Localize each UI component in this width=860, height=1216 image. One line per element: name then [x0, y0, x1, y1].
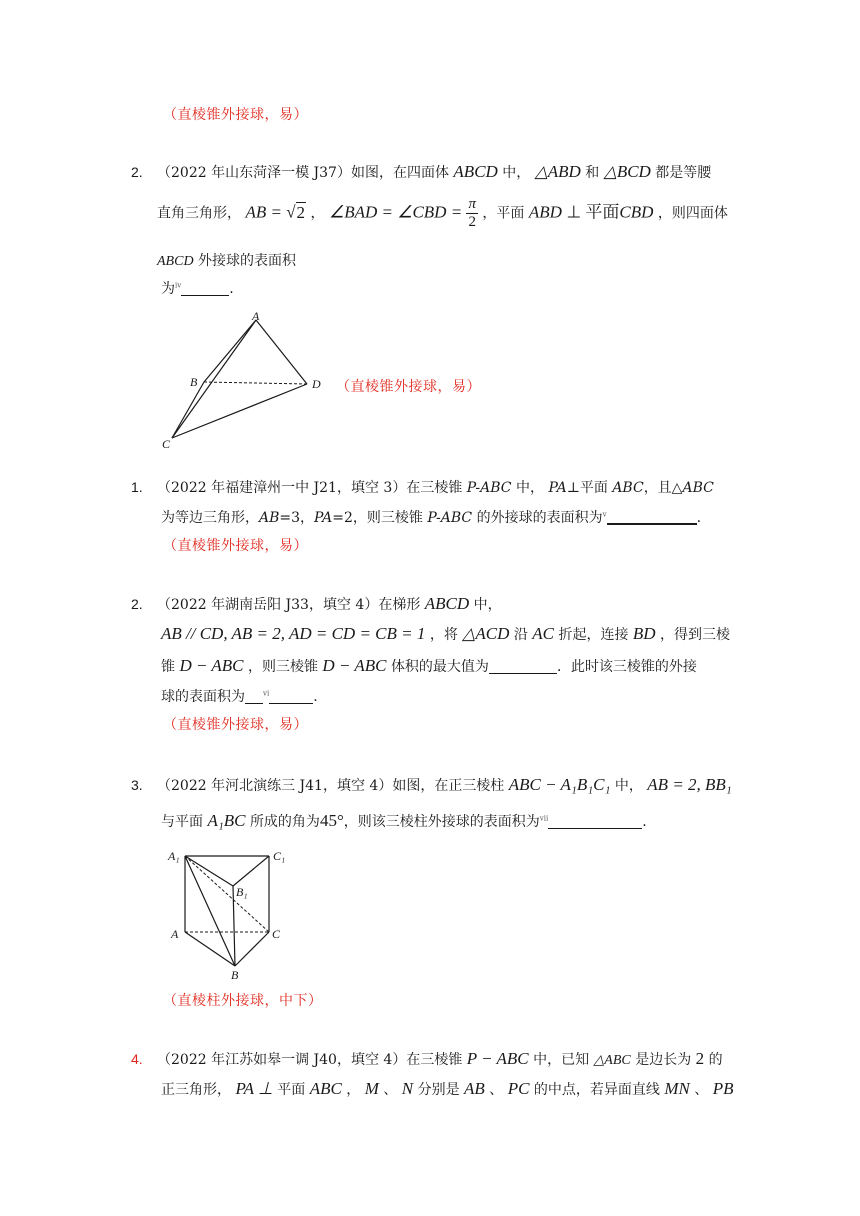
question-line	[157, 775, 732, 795]
math: ABC − A₁B₁C₁	[508, 775, 611, 794]
vertex-label: A	[171, 927, 179, 941]
text: .	[229, 281, 234, 297]
math: AC	[532, 624, 554, 643]
vertex-label: B₁	[236, 885, 248, 899]
vertex-label: D	[312, 377, 321, 391]
text: 正三角形，	[161, 1082, 231, 1098]
text: .	[642, 814, 647, 830]
text: 沿	[513, 627, 528, 643]
text: 、	[383, 1082, 398, 1098]
text: 为	[161, 281, 175, 297]
question-number: 2.	[131, 596, 143, 612]
question-number: 1.	[131, 479, 143, 495]
math: P-ABC	[427, 510, 473, 526]
answer-blank	[245, 689, 263, 704]
difficulty-note: （直棱锥外接球，易）	[163, 538, 308, 554]
answer-blank	[548, 814, 642, 829]
question-line: 为等边三角形，AB=3，PA=2，则三棱锥 P-ABC 的外接球的表面积为$^v$ .	[161, 510, 702, 526]
text: 体积的最大值为	[390, 659, 489, 675]
question-line	[157, 477, 714, 497]
math: AB // CD, AB = 2, AD = CD = CB = 1	[161, 624, 426, 643]
math: ABC	[612, 480, 644, 496]
math: 45°	[319, 811, 344, 830]
math: AB = 2, BB₁	[647, 775, 732, 794]
text: 所成的角为	[249, 814, 320, 830]
answer-blank	[489, 659, 557, 674]
tetrahedron-figure	[160, 310, 330, 450]
text: 分别是	[417, 1082, 460, 1098]
text: 中，	[473, 597, 502, 613]
text: ，	[310, 205, 325, 222]
math: D − ABC	[179, 656, 244, 675]
text: （2022 年福建漳州一中 J21，填空 3）在三棱锥	[157, 480, 463, 496]
math: AB =	[245, 202, 287, 222]
math: △ABC	[593, 1053, 631, 1068]
math: ABCD	[157, 254, 194, 269]
question-line	[161, 1079, 734, 1099]
text: ，则该三棱柱外接球的表面积为	[343, 814, 540, 830]
text: 中，	[502, 165, 531, 181]
text: 与平面	[161, 814, 203, 830]
fraction: $\frac{\pi}{2}$	[468, 196, 476, 230]
sqrt: √2	[286, 202, 306, 222]
math: ⊥ 平面	[566, 202, 620, 222]
math: △ABD	[534, 162, 581, 181]
math: PA	[314, 510, 333, 526]
text: 外接球的表面积	[198, 253, 297, 269]
question-number: 3.	[131, 777, 143, 793]
text: 、	[489, 1082, 504, 1098]
math: PA	[548, 480, 567, 496]
text: 直角三角形，	[157, 205, 241, 222]
text: 中，	[515, 480, 544, 496]
text: 中，	[614, 778, 643, 794]
text: 和	[585, 165, 600, 181]
question-number: 2.	[131, 164, 143, 180]
math: CBD	[619, 202, 654, 222]
math: M	[364, 1079, 379, 1098]
text: （2022 年湖南岳阳 J33，填空 4）在梯形	[157, 597, 421, 613]
text: ，将	[429, 627, 458, 643]
question-line	[161, 624, 730, 644]
text: （2022 年河北演练三 J41，填空 4）如图，在正三棱柱	[157, 778, 505, 794]
math: P-ABC	[466, 480, 512, 496]
text: （2022 年江苏如皋一调 J40，填空 4）在三棱锥	[157, 1052, 463, 1068]
question-line	[157, 162, 711, 182]
text: 、	[694, 1082, 709, 1098]
text: 的中点，若异面直线	[533, 1082, 660, 1098]
text: ，则三棱锥	[247, 659, 318, 675]
vertex-label: B	[231, 968, 239, 982]
difficulty-note: （直棱柱外接球，中下）	[163, 993, 323, 1009]
text: 折起，连接	[558, 627, 629, 643]
vertex-label: B	[190, 375, 198, 389]
difficulty-note: （直棱锥外接球，易）	[336, 379, 481, 395]
difficulty-note: （直棱锥外接球，易）	[163, 717, 308, 733]
math: N	[401, 1079, 414, 1098]
math: ABC	[682, 480, 714, 496]
text: 锥	[161, 659, 175, 675]
math: 2	[695, 1049, 705, 1068]
math: PB	[712, 1079, 734, 1098]
math: ABC	[309, 1079, 342, 1098]
text: 的	[708, 1052, 723, 1068]
text: =2，则三棱锥	[332, 510, 423, 526]
prism-figure	[165, 842, 295, 982]
vertex-label: C	[272, 927, 281, 941]
text: .	[313, 689, 318, 705]
text: 为等边三角形，	[161, 510, 259, 526]
answer-blank	[607, 509, 697, 525]
math: ABD	[528, 202, 562, 222]
vertex-label: A	[252, 310, 260, 323]
text: ．此时该三棱锥的外接	[556, 659, 697, 675]
math: BD	[632, 624, 656, 643]
math: MN	[664, 1079, 690, 1098]
text: =3，	[279, 510, 315, 526]
vertex-label: C	[162, 437, 171, 450]
math: △BCD	[603, 162, 651, 181]
text: ⊥平面	[566, 480, 608, 496]
question-line: 与平面 A₁BC 所成的角为45°，则该三棱柱外接球的表面积为$^{vii}$ .	[161, 811, 647, 830]
math: ABCD	[424, 594, 470, 613]
math: AB	[259, 510, 280, 526]
question-line: 为$^{iv}$ .	[161, 281, 234, 297]
math: PC	[507, 1079, 530, 1098]
question-line: 球的表面积为 $^{vi}$ .	[161, 689, 318, 705]
math: PA ⊥	[235, 1079, 273, 1098]
math: A₁BC	[207, 811, 246, 830]
text: 球的表面积为	[161, 689, 245, 705]
text: ，得到三棱	[660, 627, 731, 643]
text: 是边长为	[635, 1052, 692, 1068]
question-line	[157, 196, 728, 231]
vertex-label: C₁	[273, 849, 286, 863]
math: D − ABC	[322, 656, 387, 675]
question-line	[157, 250, 296, 270]
math: P − ABC	[466, 1049, 529, 1068]
text: ，平面	[482, 205, 525, 222]
text: 都是等腰	[655, 165, 712, 181]
difficulty-note: （直棱锥外接球，易）	[163, 107, 308, 123]
answer-blank	[269, 689, 313, 704]
text: .	[696, 510, 702, 526]
text: ，且△	[643, 480, 683, 496]
question-number: 4.	[131, 1051, 143, 1067]
question-line	[157, 1049, 723, 1069]
text: ，	[346, 1082, 361, 1098]
text: 的外接球的表面积为	[476, 510, 603, 526]
text: ，则四面体	[657, 205, 728, 222]
math: AB	[464, 1079, 485, 1098]
text: 平面	[277, 1082, 306, 1098]
math: ABCD	[453, 162, 498, 181]
answer-blank	[181, 281, 229, 296]
math: △ACD	[462, 624, 510, 643]
text: 中，已知	[533, 1052, 590, 1068]
text: （2022 年山东菏泽一模 J37）如图，在四面体	[157, 165, 449, 181]
vertex-label: A₁	[168, 849, 180, 863]
question-line	[157, 594, 502, 614]
math: ∠BAD = ∠CBD =	[328, 202, 467, 222]
question-line	[161, 656, 697, 676]
